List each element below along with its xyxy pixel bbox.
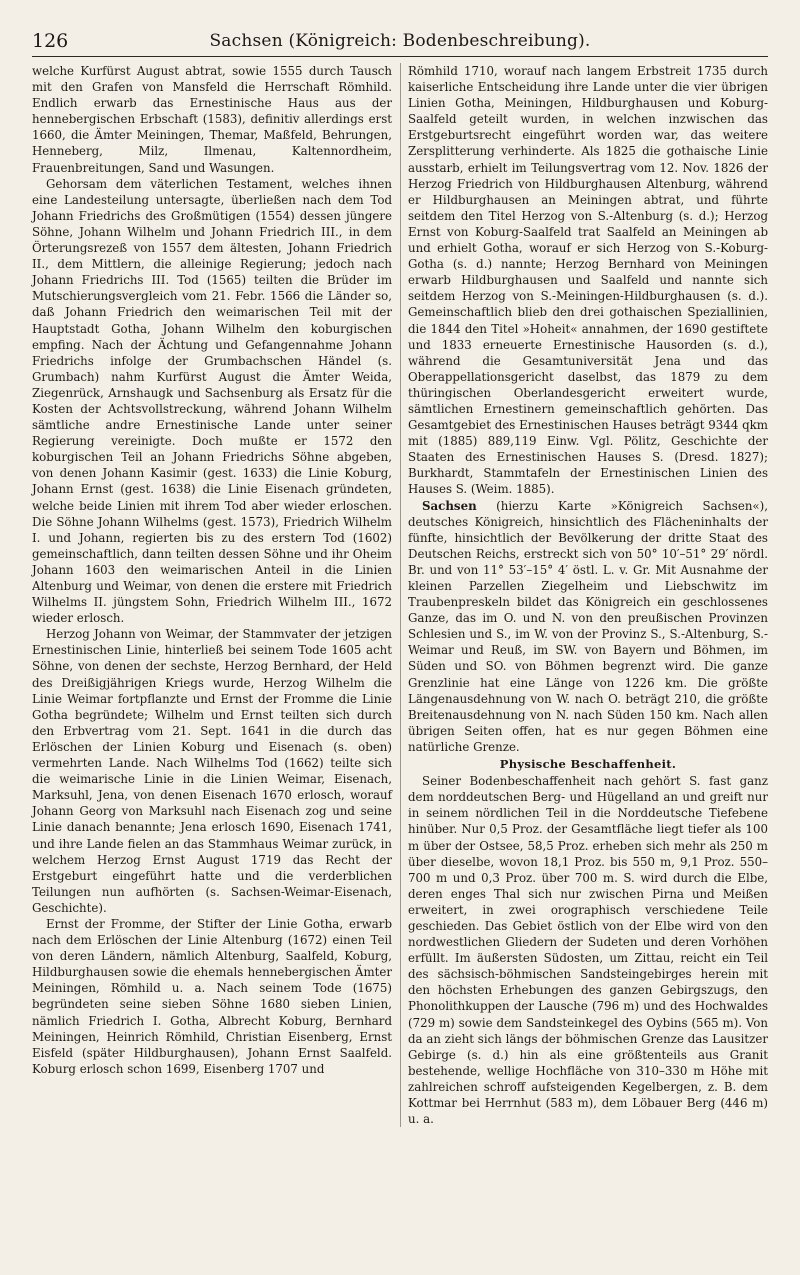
- right-column: [408, 63, 768, 1127]
- page-header: [32, 30, 768, 57]
- left-column: [32, 63, 392, 1077]
- section-subheading: Physische Beschaffenheit.: [499, 757, 677, 772]
- entry-paragraph: [408, 498, 768, 756]
- paragraph: welche Kurfürst August abtrat, sowie 1555 durch Tausch mit den Grafen von Mansfeld die Herrschaft Römhild. Endlich erwarb das Ernestinische Haus aus der hennebergischen Erbschaft (1583), definitiv allerdings erst 1660, die Ämter Meiningen, Themar, Maßfeld, Behrungen, Henneberg, Milz, Ilmenau, Kaltennordheim, Frauenbreitungen, Sand und Wasungen.: [32, 64, 392, 175]
- text-columns: [32, 63, 768, 1127]
- paragraph: Römhild 1710, worauf nach langem Erbstreit 1735 durch kaiserliche Entscheidung ihre Lande unter die vier übrigen Linien Gotha, Meiningen, Hildburghausen und Koburg-Saalfeld geteilt wurden, in welchen inzwischen das Erstgeburtsrecht eingeführt worden war, das weitere Zersplitterung verhinderte. Als 1825 die gothaische Linie ausstarb, erhielt im Teilungsvertrag vom 12. Nov. 1826 der Herzog Friedrich von Hildburghausen Altenburg, während er Hildburghausen an Meiningen abtrat, und führte seitdem den Titel Herzog von S.-Altenburg (s. d.); Herzog Ernst von Koburg-Saalfeld trat Saalfeld an Meiningen ab und erhielt Gotha, worauf er sich Herzog von S.-Koburg-Gotha (s. d.) nannte; Herzog Bernhard von Meiningen erwarb Hildburghausen und Saalfeld und nannte sich seitdem Herzog von S.-Meiningen-Hildburghausen (s. d.). Gemeinschaftlich blieb den drei gothaischen Speziallinien, die 1844 den Titel »Hoheit« annahmen, der 1690 gestiftete und 1833 erneuerte Ernestinische Hausorden (s. d.), während die Gesamtuniversität Jena und das Oberappellationsgericht daselbst, das 1879 zu dem thüringischen Oberlandesgericht erweitert wurde, sämtlichen Ernestinern gemeinschaftlich gehörten. Das Gesamtgebiet des Ernestinischen Hauses beträgt 9344 qkm mit (1885) 889,119 Einw. Vgl. Pölitz, Geschichte der Staaten des Ernestinischen Hauses S. (Dresd. 1827); Burkhardt, Stammtafeln der Ernestinischen Linien des Hauses S. (Weim. 1885).: [408, 64, 768, 497]
- paragraph: Seiner Bodenbeschaffenheit nach gehört S. fast ganz dem norddeutschen Berg- und Hügelland an und greift nur in seinem nördlichen Teil in die Norddeutsche Tiefebene hinüber. Nur 0,5 Proz. der Gesamtfläche liegt tiefer als 100 m über der Ostsee, 58,5 Proz. erheben sich mehr als 250 m über dieselbe, wovon 18,1 Proz. bis 550 m, 9,1 Proz. 550–700 m und 0,3 Proz. über 700 m. S. wird durch die Elbe, deren enges Thal sich nur zwischen Pirna und Meißen erweitert, in zwei orographisch verschiedene Teile geschieden. Das Gebiet östlich von der Elbe wird von den nordwestlichen Gliedern der Sudeten und deren Vorhöhen erfüllt. Im äußersten Südosten, um Zittau, reicht ein Teil des sächsisch-böhmischen Sandsteingebirges herein mit den höchsten Erhebungen des ganzen Gebirgszugs, den Phonolithkuppen der Lausche (796 m) und des Hochwaldes (729 m) sowie dem Sandsteinkegel des Oybins (565 m). Von da an zieht sich längs der böhmischen Grenze das Lausitzer Gebirge (s. d.) hin als eine größtenteils aus Granit bestehende, wellige Hochfläche von 310–330 m Höhe mit zahlreichen schroff aufsteigenden Kegelbergen, z. B. dem Kottmar bei Herrnhut (583 m), dem Löbauer Berg (446 m) u. a.: [408, 774, 768, 1127]
- paragraph: Herzog Johann von Weimar, der Stammvater der jetzigen Ernestinischen Linie, hinterließ bei seinem Tode 1605 acht Söhne, von denen der sechste, Herzog Bernhard, der Held des Dreißigjährigen Kriegs wurde, Herzog Wilhelm die Linie Weimar fortpflanzte und Ernst der Fromme die Linie Gotha begründete; Wilhelm und Ernst teilten sich durch den Erbvertrag vom 21. Sept. 1641 in die durch das Erlöschen der Linien Koburg und Eisenach (s. oben) vermehrten Lande. Nach Wilhelms Tod (1662) teilte sich die weimarische Linie in die Linien Weimar, Eisenach, Marksuhl, Jena, von denen Eisenach 1670 erlosch, worauf Johann Georg von Marksuhl nach Eisenach zog und seine Linie danach benannte; Jena erlosch 1690, Eisenach 1741, und ihre Lande fielen an das Stammhaus Weimar zurück, in welchem Herzog Ernst August 1719 das Recht der Erstgeburt eingeführt hatte und die verderblichen Teilungen nun aufhörten (s. Sachsen-Weimar-Eisenach, Geschichte).: [32, 627, 392, 915]
- entry-text: (hierzu Karte »Königreich Sachsen«), deutsches Königreich, hinsichtlich des Flächeninhalts der fünfte, hinsichtlich der Bevölkerung der dritte Staat des Deutschen Reichs, erstreckt sich von 50° 10′–51° 29′ nördl. Br. und von 11° 53′–15° 4′ östl. L. v. Gr. Mit Ausnahme der kleinen Parzellen Ziegelheim und Liebschwitz im Traubenpreskeln bildet das Königreich ein geschlossenes Ganze, das im O. und N. von den preußischen Provinzen Schlesien und S., im W. von der Provinz S., S.-Altenburg, S.-Weimar und Reuß, im SW. von Bayern und Böhmen, im Süden und SO. von Böhmen begrenzt wird. Die ganze Grenzlinie hat eine Länge von 1226 km. Die größte Längenausdehnung von W. nach O. beträgt 210, die größte Breitenausdehnung von N. nach Süden 150 km. Nach allen übrigen Seiten offen, hat es nur gegen Böhmen eine natürliche Grenze.: [408, 498, 768, 754]
- running-head: Sachsen (Königreich: Bodenbeschreibung).: [209, 31, 591, 51]
- paragraph: Ernst der Fromme, der Stifter der Linie Gotha, erwarb nach dem Erlöschen der Linie Altenburg (1672) einen Teil von deren Ländern, nämlich Altenburg, Saalfeld, Koburg, Hildburghausen sowie die ehemals hennebergischen Ämter Meiningen, Römhild u. a. Nach seinem Tode (1675) begründeten seine sieben Söhne 1680 sieben Linien, nämlich Friedrich I. Gotha, Albrecht Koburg, Bernhard Meiningen, Heinrich Römhild, Christian Eisenberg, Ernst Eisfeld (später Hildburghausen), Johann Ernst Saalfeld. Koburg erlosch schon 1699, Eisenberg 1707 und: [32, 916, 392, 1076]
- page-number: 126: [32, 30, 69, 52]
- column-divider: [400, 63, 401, 1127]
- paragraph: Gehorsam dem väterlichen Testament, welches ihnen eine Landesteilung untersagte, überließen nach dem Tod Johann Friedrichs des Großmütigen (1554) dessen jüngere Söhne, Johann Wilhelm und Johann Friedrich III., in dem Örterungsrezeß von 1557 dem ältesten, Johann Friedrich II., dem Mittlern, die alleinige Regierung; jedoch nach Johann Friedrichs III. Tod (1565) teilten die Brüder im Mutschierungsvergleich vom 21. Febr. 1566 die Länder so, daß Johann Friedrich den weimarischen Teil mit der Hauptstadt Gotha, Johann Wilhelm den koburgischen empfing. Nach der Ächtung und Gefangennahme Johann Friedrichs infolge der Grumbachschen Händel (s. Grumbach) nahm Kurfürst August die Ämter Weida, Ziegenrück, Arnshaugk und Sachsenburg als Ersatz für die Kosten der Achtsvollstreckung, während Johann Wilhelm sämtliche andre Ernestinische Lande unter seiner Regierung vereinigte. Doch mußte er 1572 den koburgischen Teil an Johann Friedrichs Söhne abgeben, von denen Johann Kasimir (gest. 1633) die Linie Koburg, Johann Ernst (gest. 1638) die Linie Eisenach gründeten, welche beide Linien mit ihrem Tod aber wieder erloschen. Die Söhne Johann Wilhelms (gest. 1573), Friedrich Wilhelm I. und Johann, regierten bis zu des erstern Tod (1602) gemeinschaftlich, dann teilten dessen Söhne und ihr Oheim Johann 1603 den weimarischen Anteil in die Linien Altenburg und Weimar, von denen die erstere mit Friedrich Wilhelms II. jüngstem Sohn, Friedrich Wilhelm III., 1672 wieder erlosch.: [32, 176, 392, 626]
- entry-lemma: Sachsen: [422, 498, 477, 513]
